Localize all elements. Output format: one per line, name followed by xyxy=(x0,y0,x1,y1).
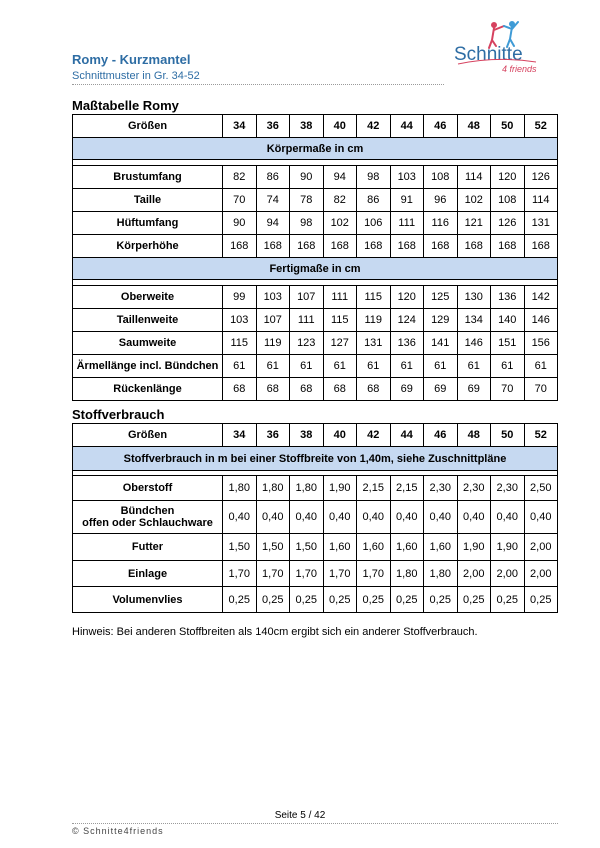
size-header: 40 xyxy=(323,115,357,138)
table-cell: 70 xyxy=(491,378,525,401)
table-cell: 68 xyxy=(256,378,290,401)
table-cell: 1,60 xyxy=(424,534,458,561)
table-cell: 74 xyxy=(256,189,290,212)
table-header-row xyxy=(73,424,558,447)
table-cell: 115 xyxy=(357,286,391,309)
table-cell: 2,00 xyxy=(524,561,558,587)
table-cell: 0,25 xyxy=(357,587,391,613)
table-cell: 1,70 xyxy=(256,561,290,587)
row-label: Rückenlänge xyxy=(73,378,223,401)
brand-logo xyxy=(452,16,542,74)
table-cell: 151 xyxy=(491,332,525,355)
table-cell: 61 xyxy=(256,355,290,378)
size-header: 48 xyxy=(457,424,491,447)
table-cell: 0,40 xyxy=(323,501,357,534)
table-cell: 68 xyxy=(290,378,324,401)
table-row xyxy=(73,235,558,258)
table-cell: 99 xyxy=(223,286,257,309)
table-cell: 98 xyxy=(357,166,391,189)
table-cell: 1,60 xyxy=(357,534,391,561)
table-cell: 136 xyxy=(491,286,525,309)
table-cell: 90 xyxy=(290,166,324,189)
table-cell: 168 xyxy=(290,235,324,258)
table-cell: 1,50 xyxy=(290,534,324,561)
svg-text:4 friends: 4 friends xyxy=(502,64,537,74)
table-cell: 111 xyxy=(390,212,424,235)
table-cell: 68 xyxy=(223,378,257,401)
footer-divider xyxy=(72,823,558,824)
row-label: Einlage xyxy=(73,561,223,587)
table-cell: 126 xyxy=(524,166,558,189)
table-cell: 98 xyxy=(290,212,324,235)
table-cell: 120 xyxy=(491,166,525,189)
table-cell: 131 xyxy=(524,212,558,235)
table-cell: 1,90 xyxy=(323,476,357,501)
document-subtitle: Schnittmuster in Gr. 34-52 xyxy=(72,70,200,82)
table-cell: 168 xyxy=(256,235,290,258)
table-cell: 134 xyxy=(457,309,491,332)
table-cell: 1,50 xyxy=(256,534,290,561)
copyright: © Schnitte4friends xyxy=(72,826,164,836)
table-cell: 156 xyxy=(524,332,558,355)
table-cell: 0,40 xyxy=(357,501,391,534)
size-header: 44 xyxy=(390,424,424,447)
table-cell: 168 xyxy=(524,235,558,258)
size-header: 42 xyxy=(357,424,391,447)
table-cell: 142 xyxy=(524,286,558,309)
table-cell: 121 xyxy=(457,212,491,235)
size-header: 46 xyxy=(424,115,458,138)
table-cell: 111 xyxy=(290,309,324,332)
row-label: Taillenweite xyxy=(73,309,223,332)
table-cell: 70 xyxy=(524,378,558,401)
table-cell: 1,80 xyxy=(256,476,290,501)
table-row xyxy=(73,189,558,212)
table-cell: 86 xyxy=(256,166,290,189)
size-header: 38 xyxy=(290,115,324,138)
table-cell: 131 xyxy=(357,332,391,355)
table-cell: 61 xyxy=(323,355,357,378)
row-label-line: offen oder Schlauchware xyxy=(82,517,213,529)
section-title: Fertigmaße in cm xyxy=(73,258,558,280)
table-row xyxy=(73,561,558,587)
table-cell: 1,60 xyxy=(323,534,357,561)
row-label: Futter xyxy=(73,534,223,561)
table-cell: 61 xyxy=(357,355,391,378)
table-cell: 125 xyxy=(424,286,458,309)
table-cell: 106 xyxy=(357,212,391,235)
table-row xyxy=(73,332,558,355)
table-cell: 1,80 xyxy=(290,476,324,501)
table-cell: 2,30 xyxy=(491,476,525,501)
row-label: Saumweite xyxy=(73,332,223,355)
table-cell: 103 xyxy=(256,286,290,309)
table-cell: 2,00 xyxy=(457,561,491,587)
size-header: 36 xyxy=(256,115,290,138)
table-cell: 0,40 xyxy=(290,501,324,534)
table-cell: 0,40 xyxy=(223,501,257,534)
table-cell: 107 xyxy=(290,286,324,309)
table-cell: 129 xyxy=(424,309,458,332)
page-number: Seite 5 / 42 xyxy=(274,810,326,821)
table-cell: 2,30 xyxy=(424,476,458,501)
table-cell: 90 xyxy=(223,212,257,235)
table-cell: 146 xyxy=(524,309,558,332)
row-label: Volumenvlies xyxy=(73,587,223,613)
table-cell: 70 xyxy=(223,189,257,212)
table-cell: 0,25 xyxy=(290,587,324,613)
table-cell: 69 xyxy=(390,378,424,401)
size-table-title: Maßtabelle Romy xyxy=(72,98,179,113)
table-row xyxy=(73,355,558,378)
row-label: Körperhöhe xyxy=(73,235,223,258)
table-cell: 124 xyxy=(390,309,424,332)
table-cell: 0,40 xyxy=(457,501,491,534)
row-label: Brustumfang xyxy=(73,166,223,189)
section-title: Körpermaße in cm xyxy=(73,138,558,160)
table-row xyxy=(73,501,558,534)
document-title: Romy - Kurzmantel xyxy=(72,52,191,67)
table-cell: 94 xyxy=(323,166,357,189)
table-cell: 107 xyxy=(256,309,290,332)
table-cell: 68 xyxy=(323,378,357,401)
table-cell: 141 xyxy=(424,332,458,355)
table-cell: 168 xyxy=(323,235,357,258)
svg-text:Schnitte: Schnitte xyxy=(454,44,523,65)
table-cell: 130 xyxy=(457,286,491,309)
header-divider xyxy=(72,84,444,85)
table-cell: 78 xyxy=(290,189,324,212)
table-cell: 0,40 xyxy=(524,501,558,534)
table-cell: 111 xyxy=(323,286,357,309)
table-cell: 61 xyxy=(524,355,558,378)
table-cell: 61 xyxy=(457,355,491,378)
table-cell: 114 xyxy=(524,189,558,212)
size-header: 46 xyxy=(424,424,458,447)
table-cell: 146 xyxy=(457,332,491,355)
table-cell: 136 xyxy=(390,332,424,355)
table-cell: 119 xyxy=(256,332,290,355)
table-cell: 0,40 xyxy=(424,501,458,534)
table-cell: 120 xyxy=(390,286,424,309)
row-label: Hüftumfang xyxy=(73,212,223,235)
table-cell: 168 xyxy=(357,235,391,258)
table-cell: 0,25 xyxy=(524,587,558,613)
table-row xyxy=(73,534,558,561)
table-cell: 119 xyxy=(357,309,391,332)
table-cell: 1,60 xyxy=(390,534,424,561)
table-header-row xyxy=(73,115,558,138)
table-cell: 2,30 xyxy=(457,476,491,501)
table-cell: 1,70 xyxy=(223,561,257,587)
table-cell: 2,00 xyxy=(491,561,525,587)
table-cell: 61 xyxy=(491,355,525,378)
table-cell: 61 xyxy=(424,355,458,378)
table-cell: 123 xyxy=(290,332,324,355)
row-label xyxy=(73,501,223,534)
size-header: 36 xyxy=(256,424,290,447)
size-header: 50 xyxy=(491,115,525,138)
table-cell: 1,80 xyxy=(223,476,257,501)
table-cell: 0,25 xyxy=(457,587,491,613)
size-table xyxy=(72,114,558,401)
table-cell: 108 xyxy=(424,166,458,189)
table-cell: 2,15 xyxy=(357,476,391,501)
table-row xyxy=(73,309,558,332)
size-header: 52 xyxy=(524,115,558,138)
row-label: Ärmellänge incl. Bündchen xyxy=(73,355,223,378)
table-cell: 168 xyxy=(424,235,458,258)
table-row xyxy=(73,212,558,235)
table-cell: 1,50 xyxy=(223,534,257,561)
table-cell: 1,90 xyxy=(491,534,525,561)
table-cell: 115 xyxy=(223,332,257,355)
row-label-line: Bündchen xyxy=(120,505,175,517)
row-label: Taille xyxy=(73,189,223,212)
table-row xyxy=(73,378,558,401)
table-cell: 114 xyxy=(457,166,491,189)
header-label: Größen xyxy=(73,424,223,447)
table-cell: 168 xyxy=(390,235,424,258)
table-cell: 0,25 xyxy=(424,587,458,613)
table-row xyxy=(73,476,558,501)
table-cell: 103 xyxy=(223,309,257,332)
table-cell: 168 xyxy=(491,235,525,258)
table-cell: 61 xyxy=(290,355,324,378)
fabric-table xyxy=(72,423,558,613)
header-label: Größen xyxy=(73,115,223,138)
size-header: 42 xyxy=(357,115,391,138)
table-cell: 2,00 xyxy=(524,534,558,561)
row-label: Oberstoff xyxy=(73,476,223,501)
table-cell: 0,25 xyxy=(223,587,257,613)
table-cell: 2,15 xyxy=(390,476,424,501)
size-header: 40 xyxy=(323,424,357,447)
table-cell: 1,70 xyxy=(357,561,391,587)
table-cell: 1,70 xyxy=(323,561,357,587)
table-cell: 102 xyxy=(457,189,491,212)
table-cell: 168 xyxy=(457,235,491,258)
size-header: 50 xyxy=(491,424,525,447)
table-cell: 82 xyxy=(323,189,357,212)
fabric-note: Hinweis: Bei anderen Stoffbreiten als 140cm ergibt sich ein anderer Stoffverbrauch. xyxy=(72,626,478,638)
table-cell: 127 xyxy=(323,332,357,355)
table-cell: 69 xyxy=(424,378,458,401)
table-cell: 1,80 xyxy=(424,561,458,587)
section-header-row xyxy=(73,258,558,280)
table-cell: 68 xyxy=(357,378,391,401)
table-cell: 61 xyxy=(223,355,257,378)
section-title: Stoffverbrauch in m bei einer Stoffbreite von 1,40m, siehe Zuschnittpläne xyxy=(73,447,558,471)
table-cell: 91 xyxy=(390,189,424,212)
size-header: 34 xyxy=(223,115,257,138)
table-cell: 0,40 xyxy=(256,501,290,534)
table-cell: 1,90 xyxy=(457,534,491,561)
table-cell: 2,50 xyxy=(524,476,558,501)
table-cell: 1,70 xyxy=(290,561,324,587)
table-cell: 0,40 xyxy=(491,501,525,534)
table-cell: 69 xyxy=(457,378,491,401)
table-cell: 0,40 xyxy=(390,501,424,534)
table-cell: 82 xyxy=(223,166,257,189)
size-header: 48 xyxy=(457,115,491,138)
table-row xyxy=(73,166,558,189)
table-cell: 61 xyxy=(390,355,424,378)
table-cell: 0,25 xyxy=(491,587,525,613)
size-header: 38 xyxy=(290,424,324,447)
table-cell: 108 xyxy=(491,189,525,212)
section-header-row xyxy=(73,138,558,160)
table-cell: 126 xyxy=(491,212,525,235)
table-cell: 1,80 xyxy=(390,561,424,587)
table-cell: 168 xyxy=(223,235,257,258)
size-header: 44 xyxy=(390,115,424,138)
table-cell: 86 xyxy=(357,189,391,212)
table-cell: 116 xyxy=(424,212,458,235)
table-cell: 0,25 xyxy=(390,587,424,613)
row-label: Oberweite xyxy=(73,286,223,309)
table-cell: 115 xyxy=(323,309,357,332)
table-cell: 94 xyxy=(256,212,290,235)
table-cell: 103 xyxy=(390,166,424,189)
section-header-row xyxy=(73,447,558,471)
fabric-table-title: Stoffverbrauch xyxy=(72,407,165,422)
table-cell: 140 xyxy=(491,309,525,332)
table-cell: 0,25 xyxy=(256,587,290,613)
table-cell: 96 xyxy=(424,189,458,212)
size-header: 34 xyxy=(223,424,257,447)
table-row xyxy=(73,587,558,613)
table-cell: 0,25 xyxy=(323,587,357,613)
size-header: 52 xyxy=(524,424,558,447)
table-cell: 102 xyxy=(323,212,357,235)
table-row xyxy=(73,286,558,309)
